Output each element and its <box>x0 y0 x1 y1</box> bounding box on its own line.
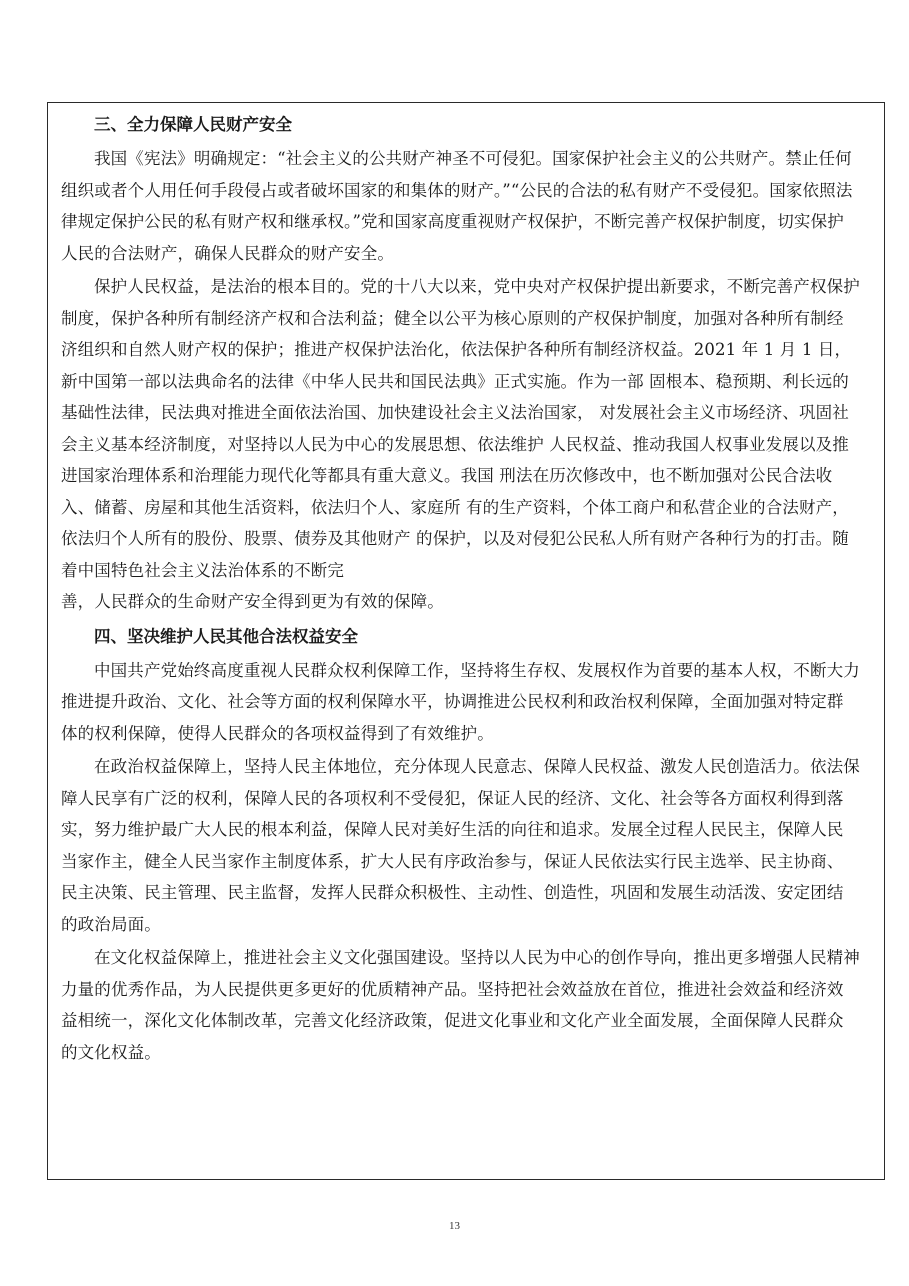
paragraph-constitution-property: 我国《宪法》明确规定：“社会主义的公共财产神圣不可侵犯。国家保护社会主义的公共财产。禁止任何组织或者个人用任何手段侵占或者破坏国家的和集体的财产。”“公民的合法的私有财产不受侵犯。国家依照法律规定保护公民的私有财产权和继承权。”党和国家高度重视财产权保护，不断完善产权保护制度，切实保护人民的合法财产，确保人民群众的财产安全。 <box>61 149 853 263</box>
page-number: 13 <box>449 1220 460 1232</box>
paragraph-political-rights: 在政治权益保障上，坚持人民主体地位，充分体现人民意志、保障人民权益、激发人民创造活力。依法保障人民享有广泛的权利，保障人民的各项权利不受侵犯，保证人民的经济、文化、社会等各方面权利得到落实，努力维护最广大人民的根本利益，保障人民对美好生活的向往和追求。发展全过程人民民主，保障人民当家作主，健全人民当家作主制度体系，扩大人民有序政治参与，保证人民依法实行民主选举、民主协商、民主决策、民主管理、民主监督，发挥人民群众积极性、主动性、创造性，巩固和发展生动活泼、安定团结的政治局面。 <box>61 757 860 934</box>
paragraph-rights-overview: 中国共产党始终高度重视人民群众权利保障工作，坚持将生存权、发展权作为首要的基本人权，不断大力推进提升政治、文化、社会等方面的权利保障水平，协调推进公民权利和政治权利保障，全面加强对特定群体的权利保障，使得人民群众的各项权益得到了有效维护。 <box>61 660 860 743</box>
paragraph-property-rights-tail: 善，人民群众的生命财产安全得到更为有效的保障。 <box>61 592 444 611</box>
content-frame <box>47 102 885 1180</box>
section-heading-other-rights: 四、坚决维护人民其他合法权益安全 <box>94 626 358 646</box>
paragraph-cultural-rights: 在文化权益保障上，推进社会主义文化强国建设。坚持以人民为中心的创作导向，推出更多增强人民精神力量的优秀作品，为人民提供更多更好的优质精神产品。坚持把社会效益放在首位，推进社会效益和经济效益相统一，深化文化体制改革，完善文化经济政策，促进文化事业和文化产业全面发展，全面保障人民群众的文化权益。 <box>61 948 860 1062</box>
paragraph-property-rights-protection: 保护人民权益，是法治的根本目的。党的十八大以来，党中央对产权保护提出新要求，不断完善产权保护制度，保护各种所有制经济产权和合法利益；健全以公平为核心原则的产权保护制度，加强对各种所有制经济组织和自然人财产权的保护；推进产权保护法治化，依法保护各种所有制经济权益。2021 年 1 月 1 日，新中国第一部以法典命名的法律《中华人民共和国民法典》正式实施。作为一部 固根本、稳预期、利长远的基础性法律，民法典对推进全面依法治国、加快建设社会主义法治国家， 对发展社会主义市场经济、巩固社会主义基本经济制度，对坚持以人民为中心的发展思想、依法维护 人民权益、推动我国人权事业发展以及推进国家治理体系和治理能力现代化等都具有重大意义。我国 刑法在历次修改中，也不断加强对公民合法收入、储蓄、房屋和其他生活资料，依法归个人、家庭所 有的生产资料，个体工商户和私营企业的合法财产，依法归个人所有的股份、股票、债券及其他财产 的保护，以及对侵犯公民私人所有财产各种行为的打击。随着中国特色社会主义法治体系的不断完 <box>61 277 860 580</box>
section-heading-property-security: 三、全力保障人民财产安全 <box>94 115 292 134</box>
